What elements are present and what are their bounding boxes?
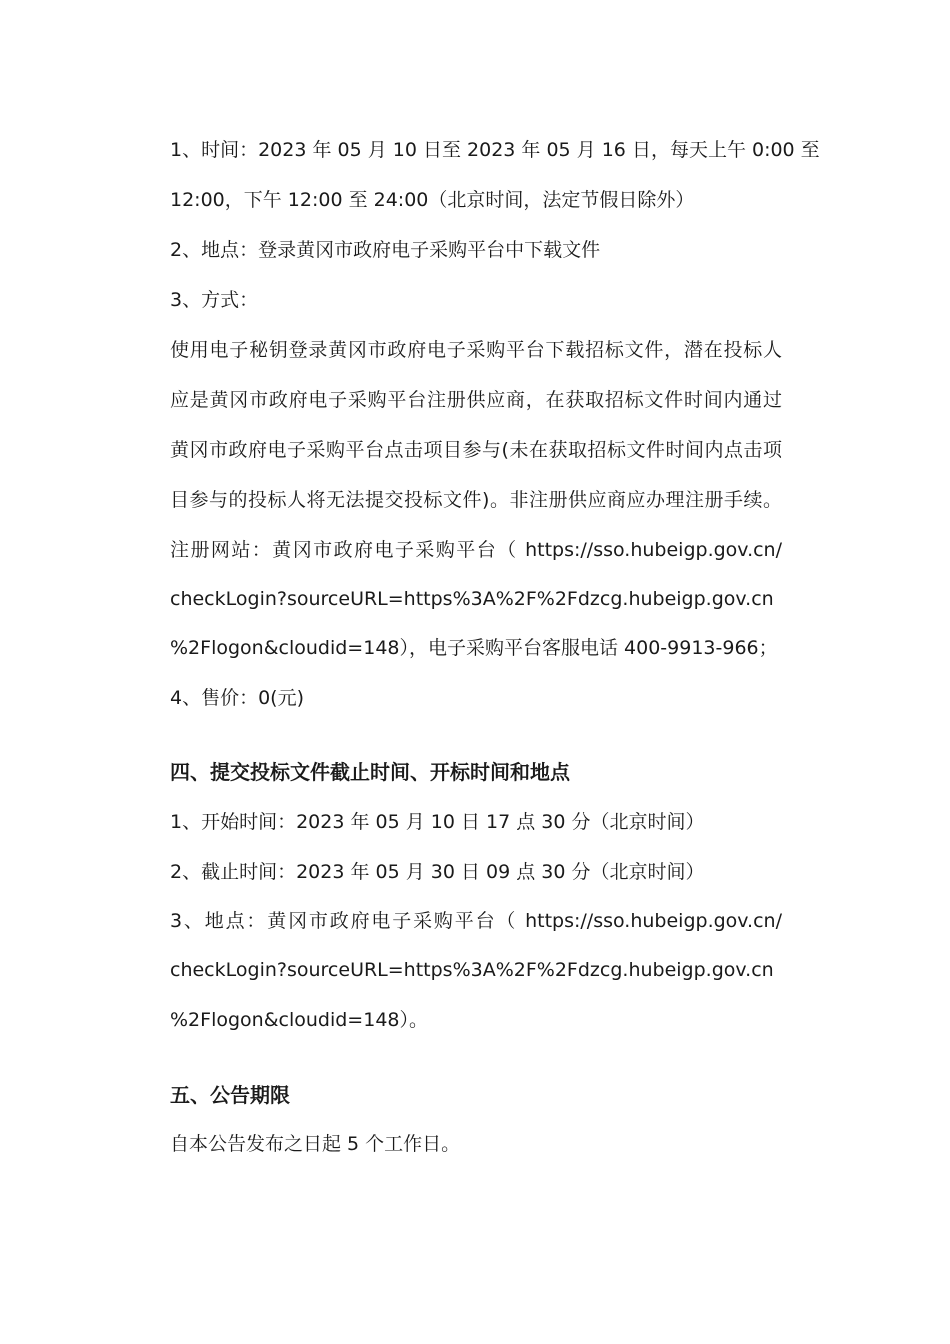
deadline-line: 2、截止时间：2023 年 05 月 30 日 09 点 30 分（北京时间） bbox=[170, 861, 705, 883]
notice-period-text: 自本公告发布之日起 5 个工作日。 bbox=[170, 1133, 461, 1155]
registration-line-1: 注册网站：黄冈市政府电子采购平台（ https://sso.hubeigp.gov.cn/ bbox=[170, 539, 782, 561]
time-line-2: 12:00，下午 12:00 至 24:00（北京时间，法定节假日除外） bbox=[170, 189, 695, 211]
registration-line-3: %2Flogon&cloudid=148），电子采购平台客服电话 400-9913-966； bbox=[170, 637, 778, 659]
method-line-4: 目参与的投标人将无法提交投标文件)。非注册供应商应办理注册手续。 bbox=[170, 489, 782, 511]
place-line: 2、地点：登录黄冈市政府电子采购平台中下载文件 bbox=[170, 239, 601, 261]
price-line: 4、售价：0(元) bbox=[170, 687, 305, 709]
section-5-heading: 五、公告期限 bbox=[170, 1083, 290, 1107]
method-line-2: 应是黄冈市政府电子采购平台注册供应商，在获取招标文件时间内通过 bbox=[170, 389, 782, 411]
time-line-1: 1、时间：2023 年 05 月 10 日至 2023 年 05 月 16 日，每天上午 0:00 至 bbox=[170, 139, 820, 161]
method-label: 3、方式： bbox=[170, 289, 259, 311]
start-time-line: 1、开始时间：2023 年 05 月 10 日 17 点 30 分（北京时间） bbox=[170, 811, 705, 833]
bid-place-line-3: %2Flogon&cloudid=148）。 bbox=[170, 1009, 428, 1031]
registration-line-2: checkLogin?sourceURL=https%3A%2F%2Fdzcg.hubeigp.gov.cn bbox=[170, 588, 774, 610]
bid-place-line-2: checkLogin?sourceURL=https%3A%2F%2Fdzcg.hubeigp.gov.cn bbox=[170, 959, 774, 981]
bid-place-line-1: 3、地点：黄冈市政府电子采购平台（ https://sso.hubeigp.gov.cn/ bbox=[170, 910, 782, 932]
section-4-heading: 四、提交投标文件截止时间、开标时间和地点 bbox=[170, 760, 570, 784]
method-line-1: 使用电子秘钥登录黄冈市政府电子采购平台下载招标文件，潜在投标人 bbox=[170, 339, 782, 361]
method-line-3: 黄冈市政府电子采购平台点击项目参与(未在获取招标文件时间内点击项 bbox=[170, 439, 782, 461]
